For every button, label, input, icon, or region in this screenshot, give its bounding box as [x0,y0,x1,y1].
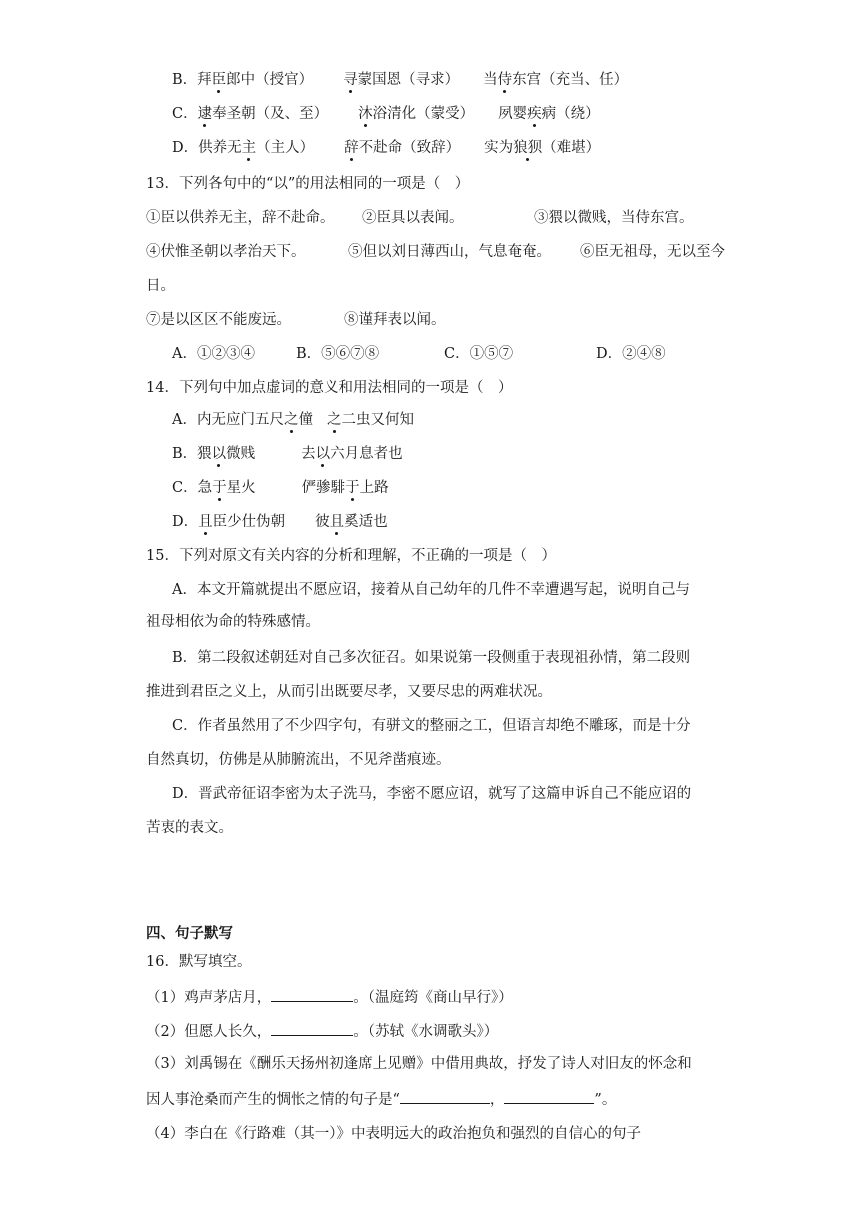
q16-stem: 16．默写填空。 [146,954,252,970]
q15-option-d-line: D．晋武帝征诏李密为太子洗马，李密不愿应诏，就写了这篇申诉自己不能应诏的 [172,786,692,802]
q14-option-b: B．猥以微贱 去以六月息者也 [172,446,403,462]
q15-option-d-line: 苦衷的表文。 [146,820,233,836]
q15-option-b-line: B．第二段叙述朝廷对自己多次征召。如果说第一段侧重于表现祖孙情，第二段则 [172,650,691,666]
q13-option-c: C．①⑤⑦ [444,346,514,362]
q13-option-b: B．⑤⑥⑦⑧ [296,346,380,362]
fill-item-4: （4）李白在《行路难（其一）》中表明远大的政治抱负和强烈的自信心的句子 [146,1126,641,1142]
answer-blank[interactable] [400,1088,490,1104]
q13-item: ②臣具以表闻。 [362,210,464,226]
q12-option-d: D．供养无主（主人） 辞不赴命（致辞） 实为狼狈（难堪） [172,140,601,156]
q15-option-b-line: 推进到君臣之义上，从而引出既要尽孝，又要尽忠的两难状况。 [146,684,552,700]
q15-option-a-line: A．本文开篇就提出不愿应诏，接着从自己幼年的几件不幸遭遇写起，说明自己与 [172,582,690,598]
q12-option-b: B．拜臣郎中（授官） 寻蒙国恩（寻求） 当侍东宫（充当、任） [172,72,629,88]
fill-item-1: （1）鸡声茅店月， 。（温庭筠《商山早行》） [146,986,513,1008]
q13-item: ⑧谨拜表以闻。 [344,312,446,328]
answer-blank[interactable] [271,986,353,1002]
fill-item-3-line2: 因人事沧桑而产生的惆怅之情的句子是“ ， ”。 [146,1088,616,1110]
q14-stem: 14．下列句中加点虚词的意义和用法相同的一项是（ ） [146,380,513,396]
q13-option-a: A．①②③④ [172,346,255,362]
fill-item-2: （2）但愿人长久， 。（苏轼《水调歌头》） [146,1020,498,1042]
q14-option-a: A．内无应门五尺之僮 之二虫又何知 [172,412,414,428]
answer-blank[interactable] [504,1088,594,1104]
q13-item: ⑤但以刘日薄西山，气息奄奄。 [348,244,551,260]
q13-item: ①臣以供养无主，辞不赴命。 [146,210,335,226]
answer-blank[interactable] [271,1020,353,1036]
q12-option-c: C．逮奉圣朝（及、至） 沐浴清化（蒙受） 夙婴疾病（绕） [172,106,600,122]
section-title: 四、句子默写 [146,925,233,942]
q15-option-c-line: 自然真切，仿佛是从肺腑流出，不见斧凿痕迹。 [146,752,451,768]
q15-stem: 15．下列对原文有关内容的分析和理解，不正确的一项是（ ） [146,548,556,564]
q13-item: ⑦是以区区不能废远。 [146,312,291,328]
fill-item-3-line1: （3）刘禹锡在《酬乐天扬州初逢席上见赠》中借用典故，抒发了诗人对旧友的怀念和 [146,1056,692,1072]
q13-stem: 13．下列各句中的“以”的用法相同的一项是（ ） [146,176,470,192]
q15-option-c-line: C．作者虽然用了不少四字句，有骈文的整丽之工，但语言却绝不雕琢，而是十分 [172,718,691,734]
q15-option-a-line: 祖母相依为命的特殊感情。 [146,614,320,630]
q13-option-d: D．②④⑧ [596,346,666,362]
q13-item: ④伏惟圣朝以孝治天下。 [146,244,306,260]
q14-option-d: D．且臣少仕伪朝 彼且奚适也 [172,514,388,530]
q13-item: ③猥以微贱，当侍东宫。 [534,210,694,226]
q13-item: ⑥臣无祖母，无以至今 [580,244,725,260]
q14-option-c: C．急于星火 俨骖騑于上路 [172,480,389,496]
q13-item: 日。 [146,278,175,294]
